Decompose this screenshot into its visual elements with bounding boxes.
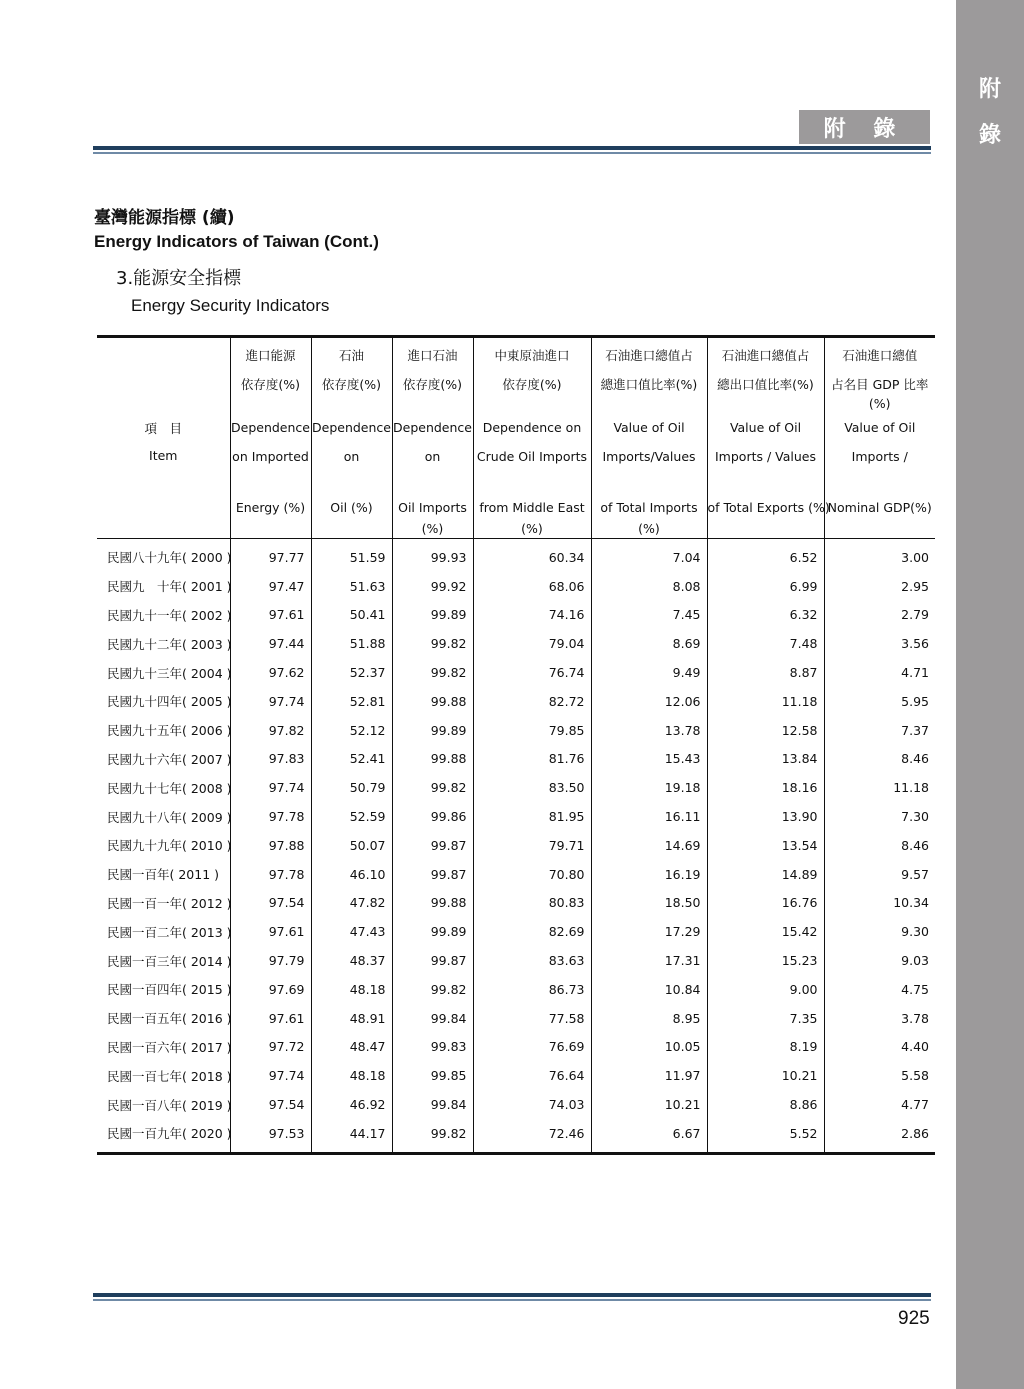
value-cell: 19.18	[591, 773, 707, 802]
value-cell: 99.89	[392, 601, 473, 630]
column-header-en-line: Imports/Values	[602, 449, 696, 464]
value-cell: 99.84	[392, 1004, 473, 1033]
column-header-zh-line: 中東原油進口	[494, 348, 570, 363]
column-header-en-line: Value of Oil	[613, 420, 685, 435]
table-row	[97, 773, 935, 802]
value-cell: 99.82	[392, 658, 473, 687]
value-cell: 76.69	[473, 1033, 591, 1062]
side-tab-char-1: 附	[978, 77, 1001, 102]
year-cell: 民國九十二年( 2003 )	[107, 636, 232, 652]
value-cell: 17.31	[591, 946, 707, 975]
section-title-zh: 3.能源安全指標	[116, 268, 242, 289]
column-header-en-line: Oil (%)	[330, 500, 373, 515]
value-cell: 97.61	[230, 917, 311, 946]
column-header-en-line: Value of Oil	[729, 420, 802, 435]
value-cell: 79.71	[473, 831, 591, 860]
value-cell: 8.86	[707, 1090, 824, 1119]
column-header-zh-line: 進口石油	[407, 348, 458, 363]
value-cell: 99.92	[392, 572, 473, 601]
column-header-en-line: on Imported	[232, 449, 309, 464]
value-cell: 4.77	[824, 1090, 935, 1119]
value-cell: 47.82	[311, 889, 392, 918]
value-cell: 18.50	[591, 889, 707, 918]
column-header-en-line: Dependence	[312, 420, 391, 435]
value-cell: 97.78	[230, 802, 311, 831]
table-row	[97, 1004, 935, 1033]
value-cell: 97.79	[230, 946, 311, 975]
value-cell: 74.16	[473, 601, 591, 630]
column-header-en-line: (%)	[421, 521, 444, 536]
column-header-zh-line: 石油進口總值占	[605, 348, 693, 363]
table-row	[97, 975, 935, 1004]
table-row	[97, 745, 935, 774]
value-cell: 72.46	[473, 1119, 591, 1153]
value-cell: 9.00	[707, 975, 824, 1004]
value-cell: 16.11	[591, 802, 707, 831]
value-cell: 9.03	[824, 946, 935, 975]
year-cell: 民國九十一年( 2002 )	[107, 607, 232, 623]
table-row	[97, 831, 935, 860]
value-cell: 99.89	[392, 917, 473, 946]
year-cell: 民國九十八年( 2009 )	[107, 809, 232, 825]
value-cell: 11.18	[707, 687, 824, 716]
value-cell: 46.10	[311, 860, 392, 889]
value-cell: 50.41	[311, 601, 392, 630]
column-header-en-line: on	[424, 449, 441, 464]
value-cell: 8.69	[591, 629, 707, 658]
year-cell: 民國九十五年( 2006 )	[107, 723, 232, 739]
value-cell: 51.59	[311, 539, 392, 572]
year-cell: 民國一百六年( 2017 )	[107, 1039, 232, 1055]
column-header-zh-line: 依存度(%)	[240, 377, 301, 392]
table-header-row	[97, 337, 935, 539]
value-cell: 10.21	[707, 1061, 824, 1090]
value-cell: 13.84	[707, 745, 824, 774]
column-header-en-line: (%)	[638, 521, 660, 536]
value-cell: 50.07	[311, 831, 392, 860]
footer-rule-thin	[93, 1299, 931, 1301]
table-row	[97, 917, 935, 946]
value-cell: 8.19	[707, 1033, 824, 1062]
year-cell: 民國九十六年( 2007 )	[107, 751, 232, 767]
year-cell: 民國九十三年( 2004 )	[107, 665, 232, 681]
value-cell: 47.43	[311, 917, 392, 946]
value-cell: 10.05	[591, 1033, 707, 1062]
side-tab-char-2: 錄	[978, 123, 1001, 148]
value-cell: 99.85	[392, 1061, 473, 1090]
value-cell: 7.45	[591, 601, 707, 630]
value-cell: 6.32	[707, 601, 824, 630]
value-cell: 82.72	[473, 687, 591, 716]
column-header-zh-line: 石油進口總值占	[721, 348, 810, 363]
value-cell: 97.54	[230, 889, 311, 918]
column-header-en-line: Dependence	[393, 420, 472, 435]
value-cell: 79.85	[473, 716, 591, 745]
value-cell: 68.06	[473, 572, 591, 601]
value-cell: 15.42	[707, 917, 824, 946]
side-tab	[956, 0, 1024, 1389]
column-header	[473, 337, 591, 539]
value-cell: 99.82	[392, 629, 473, 658]
value-cell: 52.41	[311, 745, 392, 774]
column-header-zh-line: 依存度(%)	[321, 377, 382, 392]
table-row	[97, 1090, 935, 1119]
header-section-tab: 附 錄	[799, 110, 930, 144]
table-row	[97, 572, 935, 601]
value-cell: 97.61	[230, 601, 311, 630]
value-cell: 11.97	[591, 1061, 707, 1090]
value-cell: 4.75	[824, 975, 935, 1004]
value-cell: 97.54	[230, 1090, 311, 1119]
value-cell: 11.18	[824, 773, 935, 802]
year-cell: 民國一百三年( 2014 )	[107, 953, 232, 969]
column-header	[824, 337, 935, 539]
value-cell: 7.04	[591, 539, 707, 572]
value-cell: 60.34	[473, 539, 591, 572]
table-row	[97, 629, 935, 658]
value-cell: 83.50	[473, 773, 591, 802]
value-cell: 97.69	[230, 975, 311, 1004]
footer-rule-thick	[93, 1293, 931, 1297]
value-cell: 9.49	[591, 658, 707, 687]
value-cell: 74.03	[473, 1090, 591, 1119]
value-cell: 8.95	[591, 1004, 707, 1033]
value-cell: 6.67	[591, 1119, 707, 1153]
value-cell: 97.61	[230, 1004, 311, 1033]
section-title-en: Energy Security Indicators	[131, 296, 330, 315]
value-cell: 7.48	[707, 629, 824, 658]
value-cell: 99.84	[392, 1090, 473, 1119]
column-header-zh-line: 依存度(%)	[502, 377, 562, 392]
value-cell: 48.37	[311, 946, 392, 975]
year-cell: 民國九十九年( 2010 )	[107, 838, 232, 854]
table-row	[97, 802, 935, 831]
column-header-en-line: Imports /	[851, 449, 908, 464]
value-cell: 81.95	[473, 802, 591, 831]
column-header-zh-line: 總進口值比率(%)	[600, 377, 698, 392]
table-row	[97, 687, 935, 716]
value-cell: 13.54	[707, 831, 824, 860]
value-cell: 79.04	[473, 629, 591, 658]
page-title-en: Energy Indicators of Taiwan (Cont.)	[94, 232, 379, 251]
year-cell: 民國九十七年( 2008 )	[107, 780, 232, 796]
column-header-zh-line: (%)	[868, 396, 891, 411]
value-cell: 48.47	[311, 1033, 392, 1062]
value-cell: 51.63	[311, 572, 392, 601]
value-cell: 48.18	[311, 1061, 392, 1090]
value-cell: 97.74	[230, 1061, 311, 1090]
value-cell: 13.90	[707, 802, 824, 831]
value-cell: 16.76	[707, 889, 824, 918]
value-cell: 50.79	[311, 773, 392, 802]
table-row	[97, 658, 935, 687]
value-cell: 48.91	[311, 1004, 392, 1033]
column-header-en-line: Dependence on	[482, 420, 582, 435]
value-cell: 18.16	[707, 773, 824, 802]
value-cell: 99.82	[392, 975, 473, 1004]
value-cell: 15.43	[591, 745, 707, 774]
value-cell: 2.79	[824, 601, 935, 630]
year-cell: 民國一百二年( 2013 )	[107, 924, 232, 940]
value-cell: 76.74	[473, 658, 591, 687]
column-header-en-line: Energy (%)	[235, 500, 306, 515]
value-cell: 3.56	[824, 629, 935, 658]
table-row	[97, 946, 935, 975]
header-rule-thin	[93, 152, 931, 154]
value-cell: 97.62	[230, 658, 311, 687]
value-cell: 13.78	[591, 716, 707, 745]
value-cell: 8.87	[707, 658, 824, 687]
value-cell: 17.29	[591, 917, 707, 946]
column-header	[311, 337, 392, 539]
value-cell: 97.77	[230, 539, 311, 572]
value-cell: 52.59	[311, 802, 392, 831]
page-title-zh: 臺灣能源指標 (續)	[94, 208, 235, 228]
value-cell: 81.76	[473, 745, 591, 774]
value-cell: 2.95	[824, 572, 935, 601]
value-cell: 99.93	[392, 539, 473, 572]
year-cell: 民國一百八年( 2019 )	[107, 1097, 232, 1113]
value-cell: 16.19	[591, 860, 707, 889]
value-cell: 52.81	[311, 687, 392, 716]
value-cell: 7.30	[824, 802, 935, 831]
year-cell: 民國一百九年( 2020 )	[107, 1126, 232, 1142]
column-header-en-line: of Total Exports (%)	[707, 500, 830, 515]
value-cell: 44.17	[311, 1119, 392, 1153]
value-cell: 97.83	[230, 745, 311, 774]
column-header-en-line: from Middle East	[479, 500, 585, 515]
value-cell: 51.88	[311, 629, 392, 658]
column-header-en-line: Crude Oil Imports	[476, 449, 588, 464]
column-header-en-line: Imports / Values	[715, 449, 816, 464]
value-cell: 77.58	[473, 1004, 591, 1033]
value-cell: 97.82	[230, 716, 311, 745]
value-cell: 10.21	[591, 1090, 707, 1119]
year-cell: 民國一百五年( 2016 )	[107, 1011, 232, 1027]
table-body	[97, 539, 935, 1154]
year-cell: 民國九十四年( 2005 )	[107, 694, 232, 710]
item-header	[97, 337, 230, 539]
column-header-zh-line: 進口能源	[245, 348, 296, 363]
value-cell: 4.40	[824, 1033, 935, 1062]
value-cell: 97.78	[230, 860, 311, 889]
column-header-zh-line: 石油進口總值	[842, 348, 918, 363]
value-cell: 7.37	[824, 716, 935, 745]
value-cell: 10.84	[591, 975, 707, 1004]
table-row	[97, 860, 935, 889]
column-header-en-line: of Total Imports	[600, 500, 698, 515]
table-row	[97, 539, 935, 572]
value-cell: 97.72	[230, 1033, 311, 1062]
value-cell: 12.06	[591, 687, 707, 716]
value-cell: 70.80	[473, 860, 591, 889]
year-cell: 民國一百一年( 2012 )	[107, 895, 232, 911]
value-cell: 9.30	[824, 917, 935, 946]
column-header-en-line: Oil Imports	[398, 500, 467, 515]
value-cell: 6.52	[707, 539, 824, 572]
value-cell: 99.87	[392, 860, 473, 889]
column-header	[707, 337, 830, 539]
year-cell: 民國一百年( 2011 )	[107, 867, 220, 883]
value-cell: 97.74	[230, 773, 311, 802]
table-row	[97, 1033, 935, 1062]
item-header-en: Item	[149, 448, 178, 463]
table-row	[97, 1119, 935, 1153]
value-cell: 5.95	[824, 687, 935, 716]
value-cell: 97.44	[230, 629, 311, 658]
value-cell: 14.69	[591, 831, 707, 860]
column-header-zh-line: 占名目 GDP 比率	[831, 377, 929, 392]
value-cell: 8.08	[591, 572, 707, 601]
value-cell: 99.87	[392, 946, 473, 975]
year-cell: 民國八十九年( 2000 )	[107, 550, 232, 566]
value-cell: 97.53	[230, 1119, 311, 1153]
column-header-en-line: Dependence	[231, 420, 310, 435]
value-cell: 12.58	[707, 716, 824, 745]
column-header	[591, 337, 707, 539]
value-cell: 52.12	[311, 716, 392, 745]
value-cell: 7.35	[707, 1004, 824, 1033]
value-cell: 15.23	[707, 946, 824, 975]
column-header-en-line: on	[343, 449, 360, 464]
value-cell: 8.46	[824, 745, 935, 774]
value-cell: 99.83	[392, 1033, 473, 1062]
value-cell: 99.87	[392, 831, 473, 860]
table-row	[97, 601, 935, 630]
year-cell: 民國一百七年( 2018 )	[107, 1068, 232, 1084]
page-number: 925	[898, 1308, 930, 1329]
value-cell: 97.88	[230, 831, 311, 860]
value-cell: 5.52	[707, 1119, 824, 1153]
value-cell: 5.58	[824, 1061, 935, 1090]
column-header	[392, 337, 473, 539]
value-cell: 99.86	[392, 802, 473, 831]
year-cell: 民國九 十年( 2001 )	[107, 579, 232, 595]
column-header-en-line: Value of Oil	[844, 420, 916, 435]
table-row	[97, 1061, 935, 1090]
value-cell: 3.78	[824, 1004, 935, 1033]
value-cell: 99.89	[392, 716, 473, 745]
column-header-zh-line: 依存度(%)	[402, 377, 463, 392]
value-cell: 4.71	[824, 658, 935, 687]
value-cell: 99.82	[392, 1119, 473, 1153]
value-cell: 2.86	[824, 1119, 935, 1153]
value-cell: 99.82	[392, 773, 473, 802]
value-cell: 52.37	[311, 658, 392, 687]
table-row	[97, 889, 935, 918]
value-cell: 9.57	[824, 860, 935, 889]
value-cell: 14.89	[707, 860, 824, 889]
column-header-zh-line: 總出口值比率(%)	[717, 377, 814, 392]
column-header	[230, 337, 311, 539]
value-cell: 80.83	[473, 889, 591, 918]
header-rule-thick	[93, 146, 931, 150]
value-cell: 97.74	[230, 687, 311, 716]
column-header-zh-line: 石油	[338, 348, 364, 363]
year-cell: 民國一百四年( 2015 )	[107, 982, 232, 998]
value-cell: 10.34	[824, 889, 935, 918]
value-cell: 48.18	[311, 975, 392, 1004]
value-cell: 82.69	[473, 917, 591, 946]
value-cell: 83.63	[473, 946, 591, 975]
value-cell: 99.88	[392, 687, 473, 716]
value-cell: 3.00	[824, 539, 935, 572]
value-cell: 99.88	[392, 745, 473, 774]
column-header-en-line: Nominal GDP(%)	[827, 500, 932, 515]
value-cell: 46.92	[311, 1090, 392, 1119]
value-cell: 86.73	[473, 975, 591, 1004]
column-header-en-line: (%)	[521, 521, 543, 536]
value-cell: 76.64	[473, 1061, 591, 1090]
value-cell: 8.46	[824, 831, 935, 860]
value-cell: 97.47	[230, 572, 311, 601]
table-row	[97, 716, 935, 745]
value-cell: 6.99	[707, 572, 824, 601]
item-header-zh: 項 目	[144, 421, 182, 436]
energy-security-table	[97, 335, 935, 1155]
value-cell: 99.88	[392, 889, 473, 918]
